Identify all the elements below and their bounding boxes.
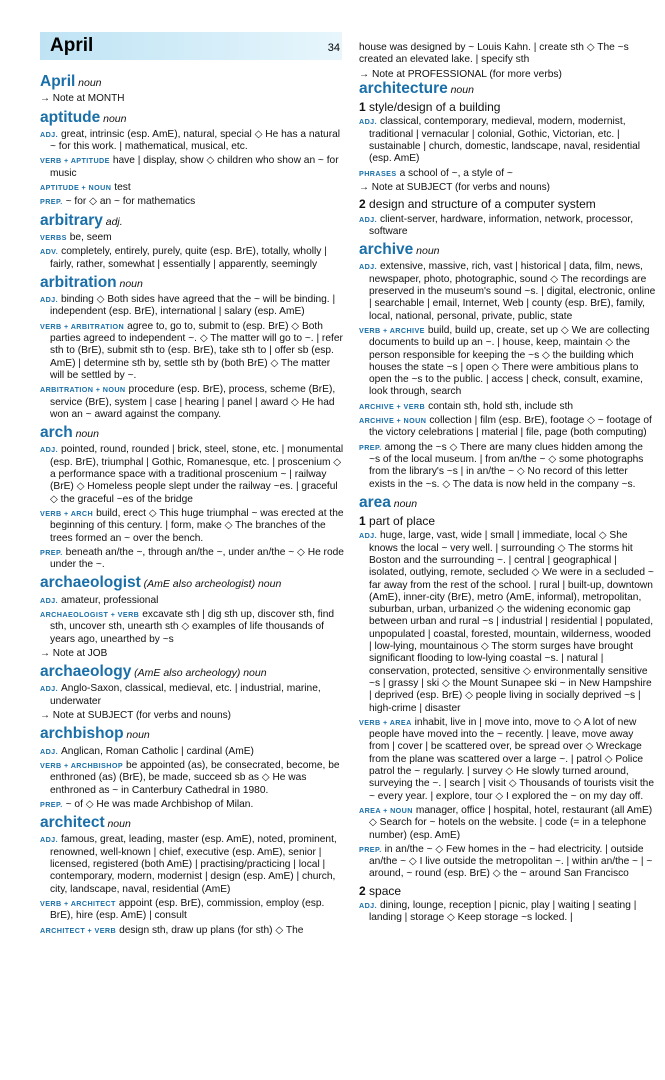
collocation-block: [40, 760, 345, 797]
collocation-tag: VERB + ARCH: [40, 508, 94, 518]
entry-variant: (AmE also archeology): [134, 667, 241, 680]
collocation-text: amateur, professional: [60, 594, 159, 606]
entry-heading: [359, 241, 656, 259]
collocation-text: pointed, round, rounded | brick, steel, stone, etc. | monumental (esp. BrE), triumphal | Gothic, Romanesque, etc. | proscenium ◇ a performance space with a traditional proscenium ~ | railway (BrE) ◇ Homeless people slept under the railway ~es. | graceful ◇ the graceful ~es of the bridge: [50, 444, 344, 505]
collocation-tag: ADJ.: [40, 835, 58, 845]
collocation-tag: PHRASES: [359, 168, 397, 178]
entry-headword: arbitration: [40, 273, 117, 291]
collocation-block: [40, 196, 345, 208]
collocation-block: [359, 261, 656, 322]
collocation-block: [40, 321, 345, 382]
entry-headword: architecture: [359, 79, 448, 97]
entry-heading: [40, 73, 345, 90]
entry-part-of-speech: noun: [75, 428, 99, 441]
collocation-text: be, seem: [69, 231, 112, 243]
entry-part-of-speech: noun: [119, 277, 143, 290]
collocation-text: excavate sth | dig sth up, discover sth, find sth, uncover sth, unearth sth ◇ examples of life thousands of years ago, unearthed by ~s: [50, 608, 335, 645]
collocation-tag: ADJ.: [40, 129, 58, 139]
collocation-block: [40, 595, 345, 607]
collocation-tag: PREP.: [40, 799, 63, 809]
entry-part-of-speech: noun: [393, 497, 418, 510]
collocation-tag: ADJ.: [40, 746, 58, 756]
entry-heading: [40, 574, 345, 592]
collocation-block: [40, 547, 345, 572]
collocation-text: collection | film (esp. BrE), footage ◇ ~ footage of the victory celebrations | material | file, page (both computing): [369, 415, 652, 439]
collocation-tag: VERB + AREA: [359, 717, 412, 727]
cross-reference-note: → Note at SUBJECT (for verbs and nouns): [359, 181, 551, 193]
collocation-text: agree to, go to, submit to (esp. BrE) ◇ Both parties agreed to independent ~. ◇ The matter will go to ~. | refer sth to (BrE), submit sth to (esp. BrE), take sth to | offer sb (esp. AmE) | determine sth by, settle sth by (both BrE) ◇ The matter will be settled by ~.: [50, 320, 343, 381]
collocation-block: [359, 168, 656, 180]
page-header: [40, 32, 342, 60]
collocation-text: appoint (esp. BrE), commission, employ (esp. BrE), hire (esp. AmE) | consult: [50, 897, 325, 922]
entry-heading: [40, 273, 345, 291]
entry-heading: [359, 493, 656, 511]
collocation-block: [40, 609, 345, 646]
collocation-text: have | display, show ◇ children who show an ~ for music: [50, 155, 339, 179]
collocation-text: among the ~s ◇ There are many clues hidden among the ~s of the local museum. | from an/the ~ ◇ some photographs from the library's ~s | in an/the ~ ◇ No record of this letter exists in the ~s. ◇ The data is now held in the company ~s.: [369, 441, 644, 490]
entry-part-of-speech: noun: [450, 83, 474, 96]
collocation-block: [40, 508, 345, 545]
entry-heading: [40, 663, 345, 681]
collocation-block: [359, 717, 656, 803]
dictionary-entry: [359, 241, 656, 491]
collocation-tag: VERB + ARCHITECT: [40, 898, 116, 908]
collocation-tag: PREP.: [40, 547, 63, 557]
collocation-block: [40, 683, 345, 708]
sense-title: space: [369, 883, 402, 898]
collocation-text: ~ for ◇ an ~ for mathematics: [65, 196, 196, 208]
collocation-block: [40, 182, 345, 194]
sense-heading: [359, 515, 656, 527]
collocation-tag: APTITUDE + NOUN: [40, 183, 112, 193]
entry-heading: [40, 424, 345, 442]
collocation-text: famous, great, leading, master (esp. AmE), noted, prominent, renowned, well-known | chief, executive (esp. AmE), senior | licensed, registered (both AmE) | practising/practicing | local | contemporary, modern, modernist | design (esp. AmE) | church, city, landscape, naval, residential (AmE): [50, 834, 337, 895]
cross-reference-note: → Note at JOB: [40, 647, 108, 659]
page-number: 34: [327, 42, 340, 54]
collocation-tag: ARCHIVE + NOUN: [359, 416, 427, 426]
entry-part-of-speech: noun: [243, 667, 267, 680]
collocation-text: build, build up, create, set up ◇ We are collecting documents to build up an ~. | house, keep, maintain ◇ the person responsible for keeping the ~s ◇ the building which houses the state ~s | open ◇ There were ambitious plans to open the ~s to the public. | access | check, consult, examine, look through, search: [369, 324, 650, 398]
entry-headword: area: [359, 493, 391, 511]
collocation-tag: ADJ.: [40, 684, 58, 694]
sense-heading: [359, 198, 656, 210]
collocation-text: client-server, hardware, information, network, processor, software: [369, 213, 634, 237]
collocation-tag: VERB + APTITUDE: [40, 156, 110, 166]
entry-part-of-speech: noun: [126, 729, 150, 742]
dictionary-entry: [40, 73, 345, 106]
entry-headword: arbitrary: [40, 211, 103, 229]
collocation-block: [40, 898, 345, 923]
dictionary-entry: [40, 424, 345, 571]
collocation-block: [40, 746, 345, 758]
collocation-tag: PREP.: [359, 442, 382, 452]
collocation-block: [359, 805, 656, 842]
collocation-block: [40, 799, 345, 811]
collocation-tag: ARCHAEOLOGIST + VERB: [40, 609, 140, 619]
collocation-tag: VERB + ARCHBISHOP: [40, 760, 124, 770]
collocation-text: dining, lounge, reception | picnic, play | waiting | seating | landing | storage ◇ Keep storage ~s locked. |: [369, 900, 637, 924]
sense-heading: [359, 101, 656, 113]
entry-headword: April: [40, 73, 76, 90]
collocation-tag: ADV.: [40, 247, 59, 257]
collocation-tag: ADJ.: [40, 295, 58, 305]
collocation-block: [40, 155, 345, 180]
entry-headword: architect: [40, 814, 105, 832]
entry-headword: archive: [359, 241, 414, 259]
collocation-text: huge, large, vast, wide | small | immediate, local ◇ She knows the local ~ very well. | surrounding ◇ The storms hit Boston and the surrounding ~. | central | geographical | isolated, outlying, remote, secluded ◇ We were in a secluded ~ far away from the rest of the school. | rural | built-up, downtown (AmE), inner-city (BrE), metro (AmE, informal), metropolitan, suburban, urban, urbanized ◇ the widening economic gap between urban and rural ~s | industrial | residential | populated, unpopulated | coastal, forested, mountain, wilderness, wooded | low-lying, mountainous ◇ The storm surges have brought significant flooding to low-lying coastal ~s. | natural | conservation, protected, sensitive ◇ environmentally sensitive ~s | grassy | ski ◇ the Mount Sunapee ski ~ in New Hampshire | deprived (esp. BrE) ◇ people living in socially deprived ~s | high-crime | disaster: [369, 530, 654, 714]
sense-title: part of place: [369, 514, 436, 529]
sense-number: 1: [359, 514, 366, 529]
collocation-text: Anglican, Roman Catholic | cardinal (AmE): [60, 745, 254, 757]
cross-reference-note: → Note at SUBJECT (for verbs and nouns): [40, 710, 232, 722]
collocation-text: procedure (esp. BrE), process, scheme (BrE), service (BrE), system | case | hearing | panel | award ◇ He had won an ~ award against the company.: [50, 384, 336, 420]
collocation-block: [359, 214, 656, 239]
entry-headword: archaeologist: [40, 574, 141, 592]
collocation-block: [40, 925, 345, 937]
entry-variant: (AmE also archeologist): [143, 578, 256, 591]
collocation-text: build, erect ◇ This huge triumphal ~ was erected at the beginning of this century. | form, make ◇ The branches of the trees formed an ~ over the bench.: [50, 507, 344, 544]
collocation-block: [40, 444, 345, 505]
collocation-tag: VERBS: [40, 232, 67, 242]
collocation-tag: ADJ.: [40, 445, 58, 455]
collocation-tag: PREP.: [359, 844, 382, 854]
cross-reference-note: → Note at MONTH: [40, 93, 125, 105]
collocation-block: [359, 442, 656, 491]
collocation-text: binding ◇ Both sides have agreed that the ~ will be binding. | independent (esp. BrE), international | salary (esp. AmE): [50, 294, 336, 318]
entry-headword: arch: [40, 424, 73, 442]
entry-part-of-speech: noun: [103, 112, 127, 125]
collocation-tag: ADJ.: [359, 531, 377, 541]
right-column: [359, 42, 656, 931]
collocation-tag: ADJ.: [359, 214, 377, 224]
collocation-tag: ARCHITECT + VERB: [40, 925, 117, 935]
left-column: [40, 74, 345, 943]
collocation-text: extensive, massive, rich, vast | historical | data, film, news, newspaper, photo, photographic, sound ◇ The recordings are preserved in the museum's sound ~s. | digital, electronic, online | searchable | email, Internet, Web | county (esp. BrE), family, local, national, personal, private, public, state: [369, 261, 656, 322]
collocation-text: be appointed (as), be consecrated, become, be enthroned (as) (BrE), be made, succeed sb as ◇ He was enthroned as ~ in Canterbury Cathedral in 1980.: [50, 759, 340, 796]
entry-heading: [40, 814, 345, 832]
collocation-block: [359, 844, 656, 881]
dictionary-entry: [40, 273, 345, 421]
collocation-block: [40, 232, 345, 244]
collocation-tag: ADJ.: [359, 901, 377, 910]
sense-number: 2: [359, 883, 366, 898]
dictionary-entry: [359, 79, 656, 238]
dictionary-entry: [40, 108, 345, 209]
entry-heading: [40, 108, 345, 126]
collocation-tag: ADJ.: [359, 117, 377, 127]
collocation-text: completely, entirely, purely, quite (esp. BrE), totally, wholly | fairly, rather, somewhat | essentially | apparently, seemingly: [50, 246, 327, 270]
collocation-text: ~ of ◇ He was made Archbishop of Milan.: [65, 798, 254, 810]
collocation-text: manager, office | hospital, hotel, restaurant (all AmE) ◇ Search for ~ hotels on the website. | code (= in a telephone number) (esp. AmE): [369, 804, 653, 841]
sense-number: 2: [359, 197, 366, 212]
entry-part-of-speech: noun: [78, 77, 102, 89]
dictionary-entry: [40, 725, 345, 811]
collocation-text: design sth, draw up plans (for sth) ◇ The: [119, 924, 304, 936]
sense-title: style/design of a building: [369, 100, 501, 115]
collocation-block: [359, 325, 656, 399]
continued-text: → Note at PROFESSIONAL (for more verbs): [359, 68, 562, 80]
collocation-text: Anglo-Saxon, classical, medieval, etc. | industrial, marine, underwater: [50, 683, 321, 707]
collocation-text: in an/the ~ ◇ Few homes in the ~ had electricity. | outside an/the ~ ◇ I live outside the metropolitan ~. | within an/the ~ | ~ around, ~ round (esp. BrE) ◇ the ~ around San Francisco: [369, 843, 653, 880]
collocation-tag: PREP.: [40, 197, 63, 207]
entry-part-of-speech: noun: [107, 818, 131, 831]
collocation-text: great, intrinsic (esp. AmE), natural, special ◇ He has a natural ~ for this work. | mathematical, musical, etc.: [50, 128, 341, 153]
collocation-block: [359, 401, 656, 413]
entry-part-of-speech: noun: [416, 245, 440, 258]
collocation-text: beneath an/the ~, through an/the ~, under an/the ~ ◇ He rode under the ~.: [50, 546, 344, 571]
entry-part-of-speech: noun: [257, 578, 282, 591]
collocation-block: [40, 294, 345, 319]
collocation-tag: ADJ.: [40, 595, 58, 605]
collocation-tag: ARBITRATION + NOUN: [40, 385, 126, 395]
dictionary-entry: [40, 814, 345, 937]
dictionary-entry: [40, 211, 345, 271]
collocation-tag: ARCHIVE + VERB: [359, 401, 426, 411]
collocation-block: [40, 129, 345, 154]
entry-heading: [40, 211, 345, 229]
entry-heading: [40, 725, 345, 743]
dictionary-entry: [359, 493, 656, 925]
collocation-block: [359, 415, 656, 440]
collocation-text: contain sth, hold sth, include sth: [428, 400, 574, 412]
dictionary-entry: [40, 663, 345, 722]
entry-part-of-speech: adj.: [105, 215, 123, 228]
continued-text: house was designed by ~ Louis Kahn. | create sth ◇ The ~s created an elevated lake. | specify sth: [359, 42, 629, 66]
collocation-text: inhabit, live in | move into, move to ◇ A lot of new people have moved into the ~ recently. | leave, move away from | cover | be scattered over, be spread over ◇ Wreckage from the plane was scattered over a large ~. | patrol ◇ Police patrol the ~ regularly. | survey ◇ He slowly turned around, surveying the ~. | search | visit ◇ Thousands of tourists visit the ~ every year. | explore, tour ◇ I explored the ~ on my day off.: [369, 716, 655, 802]
collocation-block: [40, 246, 345, 271]
collocation-text: test: [114, 182, 131, 194]
collocation-tag: ADJ.: [359, 262, 377, 272]
dictionary-entry: [40, 574, 345, 660]
collocation-text: a school of ~, a style of ~: [399, 167, 513, 179]
collocation-block: [359, 900, 656, 925]
entry-headword: aptitude: [40, 108, 101, 126]
collocation-block: [359, 530, 656, 714]
collocation-text: classical, contemporary, medieval, modern, modernist, traditional | vernacular | colonial, Gothic, Victorian, etc. | sustainable | church, domestic, landscape, naval, residential (esp. AmE): [369, 116, 641, 165]
entry-headword: archbishop: [40, 725, 124, 743]
running-headword: April: [50, 35, 94, 56]
sense-heading: [359, 885, 656, 897]
collocation-tag: VERB + ARCHIVE: [359, 325, 425, 335]
collocation-tag: VERB + ARBITRATION: [40, 321, 125, 331]
sense-title: design and structure of a computer system: [369, 197, 596, 212]
collocation-tag: AREA + NOUN: [359, 805, 413, 815]
collocation-block: [40, 384, 345, 421]
collocation-block: [40, 834, 345, 895]
collocation-block: [359, 116, 656, 165]
entry-headword: archaeology: [40, 663, 132, 681]
entry-heading: [359, 79, 656, 97]
sense-number: 1: [359, 100, 366, 115]
